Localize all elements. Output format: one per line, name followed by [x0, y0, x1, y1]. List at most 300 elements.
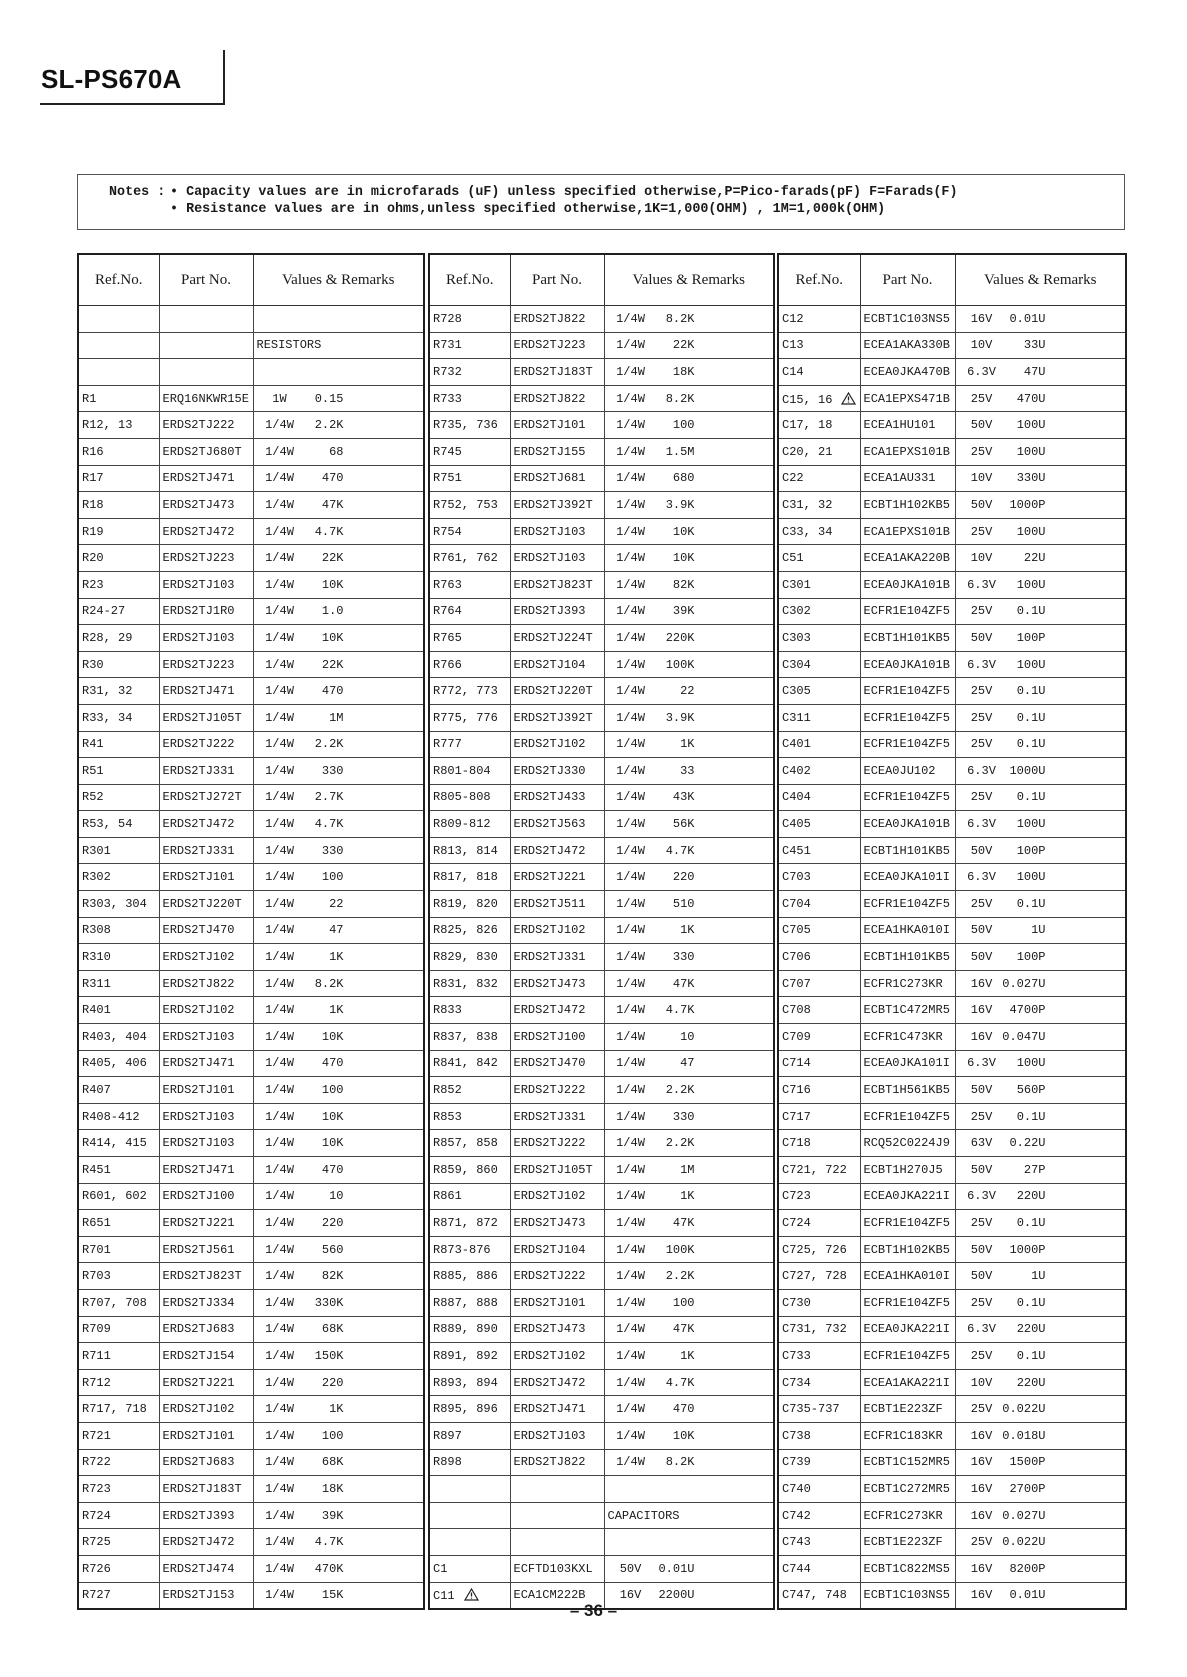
values-cell — [253, 1050, 424, 1077]
table-row — [429, 492, 774, 519]
rating: 1/4W — [265, 1056, 294, 1071]
values-cell — [604, 545, 774, 572]
values-cell — [955, 1449, 1126, 1476]
rating: 6.3V — [967, 577, 996, 592]
table-row — [78, 731, 424, 758]
ref-no: C704 — [782, 896, 811, 911]
rating: 1/4W — [265, 1083, 294, 1098]
table-row — [78, 678, 424, 705]
values-cell — [253, 758, 424, 785]
part-no-cell — [159, 1236, 253, 1263]
part-no-cell — [510, 1157, 604, 1184]
part-no-cell — [159, 1555, 253, 1582]
values-cell — [955, 1369, 1126, 1396]
rating: 25V — [970, 790, 993, 805]
ref-no-cell — [429, 1157, 510, 1184]
part-no-cell — [510, 1502, 604, 1529]
ref-no: C402 — [782, 763, 811, 778]
part-no: ECFR1E104ZF5 — [863, 710, 950, 725]
part-no: ERDS2TJ101 — [513, 1295, 586, 1310]
part-no-cell — [860, 917, 955, 944]
rating: 1/4W — [616, 1348, 645, 1363]
rating: 1/4W — [265, 1269, 294, 1284]
rating: 25V — [970, 524, 993, 539]
part-no: ECA1EPXS471B — [863, 391, 950, 406]
part-no: ERDS2TJ101 — [162, 870, 235, 885]
value: 4.7K — [665, 1003, 695, 1018]
values-cell — [253, 625, 424, 652]
part-no: ERDS2TJ221 — [513, 870, 586, 885]
part-no: ERDS2TJ155 — [513, 444, 586, 459]
value: 330 — [321, 763, 344, 778]
part-no: ERDS2TJ471 — [162, 1056, 235, 1071]
value: 100K — [665, 1242, 695, 1257]
value: 10K — [321, 1109, 344, 1124]
empty-row — [429, 1529, 774, 1556]
ref-no-cell — [778, 944, 860, 971]
ref-no: R764 — [433, 604, 462, 619]
ref-no: R726 — [82, 1561, 111, 1576]
rating: 1/4W — [265, 976, 294, 991]
values-cell — [253, 1449, 424, 1476]
value: 10K — [321, 630, 344, 645]
rating: 1/4W — [265, 444, 294, 459]
ref-no-header: Ref.No. — [778, 254, 860, 306]
values-cell — [604, 970, 774, 997]
part-no-cell — [159, 837, 253, 864]
rating: 1/4W — [616, 950, 645, 965]
ref-no: C1 — [433, 1561, 448, 1576]
part-no-cell — [159, 1502, 253, 1529]
value: 82K — [672, 577, 695, 592]
ref-no-cell — [78, 1555, 159, 1582]
ref-no: R16 — [82, 444, 104, 459]
header-row — [778, 254, 1126, 306]
ref-no-cell — [778, 1422, 860, 1449]
ref-no: R451 — [82, 1162, 111, 1177]
ref-no-cell — [778, 1502, 860, 1529]
rating: 1/4W — [616, 1242, 645, 1257]
ref-no-cell — [429, 758, 510, 785]
part-no-cell — [510, 1103, 604, 1130]
part-no-cell — [159, 438, 253, 465]
table-row — [778, 359, 1126, 386]
ref-no-cell — [778, 891, 860, 918]
ref-no: R763 — [433, 577, 462, 592]
part-no-cell — [159, 492, 253, 519]
part-no: ERDS2TJ472 — [513, 843, 586, 858]
part-no-cell — [510, 385, 604, 412]
part-no: ERDS2TJ222 — [162, 418, 235, 433]
rating: 50V — [619, 1561, 642, 1576]
part-no-cell — [159, 970, 253, 997]
ref-no: R303, 304 — [82, 896, 147, 911]
rating: 1/4W — [616, 1402, 645, 1417]
ref-no-cell — [429, 1555, 510, 1582]
part-no-cell — [860, 1157, 955, 1184]
part-no-cell — [159, 678, 253, 705]
values-cell — [955, 678, 1126, 705]
values-cell — [955, 1502, 1126, 1529]
rating: 25V — [970, 1402, 993, 1417]
value: 56K — [672, 817, 695, 832]
ref-no-cell — [429, 1289, 510, 1316]
value: 3.9K — [665, 497, 695, 512]
values-cell — [955, 1157, 1126, 1184]
part-no: ERDS2TJ473 — [513, 976, 586, 991]
part-no: ERDS2TJ183T — [513, 364, 593, 379]
part-no: ECA1EPXS101B — [863, 524, 950, 539]
part-no: ERDS2TJ100 — [162, 1189, 235, 1204]
values-cell — [253, 545, 424, 572]
empty-row — [429, 1476, 774, 1503]
part-no-cell — [159, 1263, 253, 1290]
values-cell — [253, 571, 424, 598]
part-no: ERDS2TJ472 — [162, 1535, 235, 1550]
ref-no-cell — [778, 784, 860, 811]
table-row — [429, 1316, 774, 1343]
ref-no-cell — [78, 1449, 159, 1476]
value: 8.2K — [314, 976, 344, 991]
header-row — [429, 254, 774, 306]
table-row — [429, 1210, 774, 1237]
value: 1K — [680, 1189, 695, 1204]
values-cell — [253, 1422, 424, 1449]
ref-no: R414, 415 — [82, 1136, 147, 1151]
part-no: ERDS2TJ102 — [513, 1189, 586, 1204]
value: 3.9K — [665, 710, 695, 725]
ref-no: R711 — [82, 1348, 111, 1363]
ref-no-cell — [78, 332, 159, 359]
table-row — [78, 1316, 424, 1343]
ref-no-cell — [429, 1369, 510, 1396]
ref-no: R33, 34 — [82, 710, 133, 725]
value: 1K — [680, 737, 695, 752]
value: 0.1U — [1016, 896, 1046, 911]
rating: 50V — [970, 1083, 993, 1098]
value: 22K — [321, 657, 344, 672]
ref-no: C303 — [782, 630, 811, 645]
rating: 6.3V — [967, 870, 996, 885]
ref-no-cell — [429, 1476, 510, 1503]
part-no-cell — [860, 1183, 955, 1210]
ref-no-cell — [429, 518, 510, 545]
value: 33U — [1023, 338, 1046, 353]
part-no-cell — [510, 891, 604, 918]
rating: 1/4W — [265, 418, 294, 433]
part-no-cell — [159, 518, 253, 545]
ref-no: C301 — [782, 577, 811, 592]
values-cell — [955, 944, 1126, 971]
ref-no: C731, 732 — [782, 1322, 847, 1337]
ref-no: R723 — [82, 1481, 111, 1496]
values-cell — [955, 1289, 1126, 1316]
value: 43K — [672, 790, 695, 805]
ref-no: R709 — [82, 1322, 111, 1337]
values-cell — [604, 837, 774, 864]
table-row — [429, 598, 774, 625]
table-row — [429, 1555, 774, 1582]
ref-no-cell — [78, 704, 159, 731]
ref-no: R732 — [433, 364, 462, 379]
rating: 50V — [970, 418, 993, 433]
value: 10 — [680, 1029, 695, 1044]
part-no: ECFR1E104ZF5 — [863, 737, 950, 752]
table-row — [778, 438, 1126, 465]
part-no-header: Part No. — [860, 254, 955, 306]
values-cell — [604, 784, 774, 811]
values-cell — [253, 332, 424, 359]
part-no: ECEA0JU102 — [863, 763, 936, 778]
values-cell — [604, 1183, 774, 1210]
part-no: ECBT1H561KB5 — [863, 1083, 950, 1098]
part-no: ERDS2TJ103 — [162, 1029, 235, 1044]
part-no: ECFR1C183KR — [863, 1428, 943, 1443]
ref-no-cell — [778, 704, 860, 731]
ref-no-cell — [778, 1183, 860, 1210]
table-row — [778, 811, 1126, 838]
part-no: ECEA0JKA101I — [863, 870, 950, 885]
values-cell — [955, 492, 1126, 519]
note-resistance: • Resistance values are in ohms,unless specified otherwise,1K=1,000(OHM) , 1M=1,000k(OHM) — [170, 202, 886, 217]
header-row — [78, 254, 424, 306]
ref-no-cell — [78, 438, 159, 465]
values-cell — [604, 359, 774, 386]
ref-no-cell — [429, 678, 510, 705]
part-no-cell — [159, 704, 253, 731]
values-cell — [955, 1263, 1126, 1290]
ref-no: R408-412 — [82, 1109, 140, 1124]
table-row — [78, 1103, 424, 1130]
value: 4.7K — [665, 1375, 695, 1390]
ref-no-cell — [78, 1422, 159, 1449]
ref-no: C740 — [782, 1481, 811, 1496]
ref-no-cell — [778, 1396, 860, 1423]
rating: 16V — [970, 1428, 993, 1443]
part-no-cell — [510, 571, 604, 598]
ref-no-cell — [78, 1476, 159, 1503]
part-no: ERDS2TJ392T — [513, 497, 593, 512]
ref-no-cell — [778, 651, 860, 678]
value: 2.2K — [665, 1269, 695, 1284]
table-row — [429, 1183, 774, 1210]
rating: 63V — [970, 1136, 993, 1151]
part-no-cell — [860, 306, 955, 333]
value: 1000P — [1009, 1242, 1046, 1257]
ref-no-cell — [429, 1263, 510, 1290]
table-row — [429, 359, 774, 386]
values-cell — [604, 332, 774, 359]
rating: 1/4W — [616, 790, 645, 805]
values-cell — [604, 571, 774, 598]
rating: 1/4W — [265, 1003, 294, 1018]
values-cell — [604, 1236, 774, 1263]
value: 10 — [329, 1189, 344, 1204]
part-no-cell — [860, 545, 955, 572]
ref-no: R873-876 — [433, 1242, 491, 1257]
part-no: ERDS2TJ105T — [513, 1162, 593, 1177]
table-row — [429, 438, 774, 465]
ref-no-cell — [778, 518, 860, 545]
ref-no-cell — [429, 837, 510, 864]
rating: 25V — [970, 1295, 993, 1310]
part-no: ERDS2TJ822 — [513, 311, 586, 326]
ref-no-cell — [429, 306, 510, 333]
value: 8.2K — [665, 391, 695, 406]
part-no: ECEA1HKA010I — [863, 923, 950, 938]
part-no-cell — [510, 1024, 604, 1051]
part-no-cell — [860, 1396, 955, 1423]
part-no: ERDS2TJ472 — [513, 1375, 586, 1390]
value: 100 — [672, 418, 695, 433]
part-no-header: Part No. — [510, 254, 604, 306]
table-row — [429, 970, 774, 997]
value: 1K — [680, 923, 695, 938]
rating: 1/4W — [265, 1215, 294, 1230]
ref-no-cell — [429, 917, 510, 944]
ref-no: C744 — [782, 1561, 811, 1576]
rating: 1/4W — [616, 311, 645, 326]
ref-no: C709 — [782, 1029, 811, 1044]
ref-no-cell — [778, 864, 860, 891]
section-row — [78, 332, 424, 359]
ref-no: C17, 18 — [782, 418, 833, 433]
ref-no: C727, 728 — [782, 1269, 847, 1284]
part-no: ECFR1C473KR — [863, 1029, 943, 1044]
ref-no-cell — [429, 811, 510, 838]
part-no: ERDS2TJ511 — [513, 896, 586, 911]
ref-no: R831, 832 — [433, 976, 498, 991]
part-no-cell — [510, 412, 604, 439]
ref-no: C716 — [782, 1083, 811, 1098]
value: 68 — [329, 444, 344, 459]
ref-no-cell — [78, 731, 159, 758]
value: 0.1U — [1016, 710, 1046, 725]
value: 330K — [314, 1295, 344, 1310]
part-no-cell — [159, 731, 253, 758]
ref-no-cell — [78, 571, 159, 598]
part-no-cell — [510, 970, 604, 997]
rating: 25V — [970, 1109, 993, 1124]
rating: 1/4W — [265, 1029, 294, 1044]
value: 150K — [314, 1348, 344, 1363]
ref-no-cell — [429, 1422, 510, 1449]
ref-no: C717 — [782, 1109, 811, 1124]
value: 47K — [672, 1215, 695, 1230]
part-no-cell — [860, 758, 955, 785]
part-no-cell — [860, 1024, 955, 1051]
table-row — [778, 465, 1126, 492]
values-cell — [955, 571, 1126, 598]
value: 2.2K — [665, 1083, 695, 1098]
part-no: ERDS2TJ473 — [513, 1215, 586, 1230]
part-no-cell — [159, 651, 253, 678]
table-row — [78, 1449, 424, 1476]
ref-no-cell — [778, 465, 860, 492]
table-row — [778, 625, 1126, 652]
values-cell — [604, 731, 774, 758]
ref-no: C14 — [782, 364, 804, 379]
part-no: ERDS2TJ683 — [162, 1455, 235, 1470]
table-row — [429, 784, 774, 811]
value: 0.01U — [658, 1561, 695, 1576]
rating: 1/4W — [616, 817, 645, 832]
ref-no-cell — [78, 545, 159, 572]
rating: 1/4W — [616, 630, 645, 645]
table-row — [78, 412, 424, 439]
ref-no: R837, 838 — [433, 1029, 498, 1044]
values-cell — [955, 545, 1126, 572]
value: 470U — [1016, 391, 1046, 406]
part-no-cell — [159, 997, 253, 1024]
values-cell — [253, 465, 424, 492]
part-no-cell — [510, 864, 604, 891]
ref-no-cell — [78, 598, 159, 625]
ref-no-cell — [778, 811, 860, 838]
ref-no: R766 — [433, 657, 462, 672]
values-cell — [955, 891, 1126, 918]
table-row — [78, 1210, 424, 1237]
values-cell — [955, 518, 1126, 545]
value: 330 — [672, 1109, 695, 1124]
part-no: ERDS2TJ822 — [513, 1455, 586, 1470]
ref-no-cell — [778, 678, 860, 705]
value: 220 — [321, 1375, 344, 1390]
ref-no-cell — [429, 1050, 510, 1077]
rating: 25V — [970, 684, 993, 699]
values-cell — [955, 917, 1126, 944]
rating: 1/4W — [265, 1295, 294, 1310]
rating: 1/4W — [265, 1508, 294, 1523]
table-row — [78, 625, 424, 652]
ref-no-cell — [78, 651, 159, 678]
ref-no-cell — [78, 944, 159, 971]
value: 100 — [321, 870, 344, 885]
rating: 16V — [619, 1588, 642, 1603]
values-cell — [604, 306, 774, 333]
ref-no-cell — [778, 545, 860, 572]
table-row — [778, 1476, 1126, 1503]
value: 470K — [314, 1561, 344, 1576]
rating: 25V — [970, 896, 993, 911]
ref-no: R852 — [433, 1083, 462, 1098]
values-cell — [604, 1130, 774, 1157]
rating: 1/4W — [616, 444, 645, 459]
part-no: ERDS2TJ681 — [513, 471, 586, 486]
ref-no: R861 — [433, 1189, 462, 1204]
value: 8.2K — [665, 1455, 695, 1470]
ref-no-cell — [78, 359, 159, 386]
table-row — [78, 1130, 424, 1157]
values-cell — [604, 1476, 774, 1503]
part-no-cell — [159, 1130, 253, 1157]
part-no-cell — [159, 385, 253, 412]
values-cell — [253, 385, 424, 412]
values-cell — [253, 1343, 424, 1370]
values-cell — [253, 891, 424, 918]
part-no: ERDS2TJ103 — [162, 1136, 235, 1151]
rating: 1/4W — [616, 1029, 645, 1044]
table-row — [78, 784, 424, 811]
rating: 1/4W — [616, 1269, 645, 1284]
ref-no: R859, 860 — [433, 1162, 498, 1177]
part-no-cell — [860, 811, 955, 838]
notes-label: Notes : — [109, 185, 166, 200]
value: 0.1U — [1016, 1348, 1046, 1363]
table-row — [429, 1236, 774, 1263]
value: 0.1U — [1016, 1109, 1046, 1124]
ref-no-cell — [429, 1183, 510, 1210]
